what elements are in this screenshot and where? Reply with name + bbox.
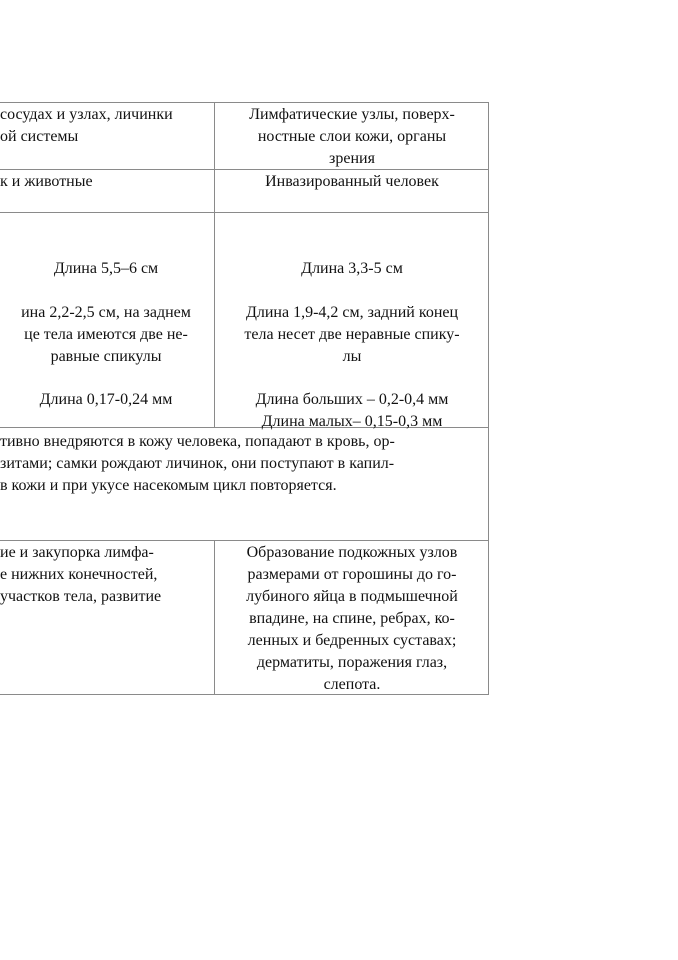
cell-line: в кожи и при укусе насекомым цикл повторяется.	[0, 477, 337, 494]
cell-line: Образование подкожных узлов	[246, 544, 458, 561]
cell-larva-length-left	[0, 389, 212, 411]
cell-line: Длина 5,5–6 см	[53, 260, 159, 277]
cell-localization-right	[219, 104, 485, 170]
cell-male-length-left	[0, 302, 212, 368]
cell-line: Длина 0,17-0,24 мм	[39, 391, 173, 408]
cell-line: Длина 3,3-5 см	[301, 260, 403, 277]
cell-line: ой системы	[0, 128, 79, 145]
cell-line: Длина больших – 0,2-0,4 мм	[255, 391, 449, 408]
cell-larva-length-right	[219, 389, 485, 433]
cell-line: дерматиты, поражения глаз,	[256, 654, 448, 671]
cell-host-left	[0, 171, 212, 193]
table-border-right	[488, 102, 489, 694]
cell-line: ина 2,2-2,5 см, на заднем	[21, 304, 191, 321]
cell-line: ие и закупорка лимфа-	[0, 544, 154, 561]
cell-line: Длина 1,9-4,2 см, задний конец	[245, 304, 459, 321]
cell-line: тела несет две неравные спику-	[244, 326, 460, 343]
cell-line: Инвазированный человек	[265, 173, 439, 190]
cell-localization-left	[0, 104, 212, 148]
cell-line: зитами; самки рождают личинок, они поступают в капил-	[0, 455, 395, 472]
cell-line: зрения	[329, 150, 375, 167]
row-divider-4	[0, 540, 489, 541]
cell-line: впадине, на спине, ребрах, ко-	[249, 610, 455, 627]
cell-line: Длина малых– 0,15-0,3 мм	[261, 413, 443, 430]
row-divider-2	[0, 212, 489, 213]
cell-host-right	[219, 171, 485, 193]
cell-line: лубиного яйца в подмышечной	[246, 588, 458, 605]
cell-line: ностные слои кожи, органы	[257, 128, 447, 145]
cell-line: слепота.	[323, 676, 381, 693]
cell-line: участков тела, развитие	[0, 588, 162, 605]
cell-line: ленных и бедренных суставах;	[247, 632, 457, 649]
cell-pathogenesis-right	[219, 542, 485, 696]
cell-line: размерами от горошины до го-	[247, 566, 457, 583]
cell-female-length-right	[219, 258, 485, 280]
column-divider	[214, 540, 215, 694]
cell-male-length-right	[219, 302, 485, 368]
column-divider	[214, 102, 215, 427]
cell-line: е нижних конечностей,	[0, 566, 158, 583]
cell-line: тивно внедряются в кожу человека, попадают в кровь, ор-	[0, 433, 395, 450]
cell-line: равные спикулы	[50, 348, 162, 365]
cell-pathogenesis-left	[0, 542, 212, 608]
cell-life-cycle	[0, 431, 486, 497]
cell-female-length-left	[0, 258, 212, 280]
cell-line: к и животные	[0, 173, 93, 190]
cell-line: лы	[342, 348, 362, 365]
cell-line: Лимфатические узлы, поверх-	[249, 106, 455, 123]
cell-line: сосудах и узлах, личинки	[0, 106, 173, 123]
cell-line: це тела имеются две не-	[24, 326, 188, 343]
table-border-top	[0, 102, 489, 103]
